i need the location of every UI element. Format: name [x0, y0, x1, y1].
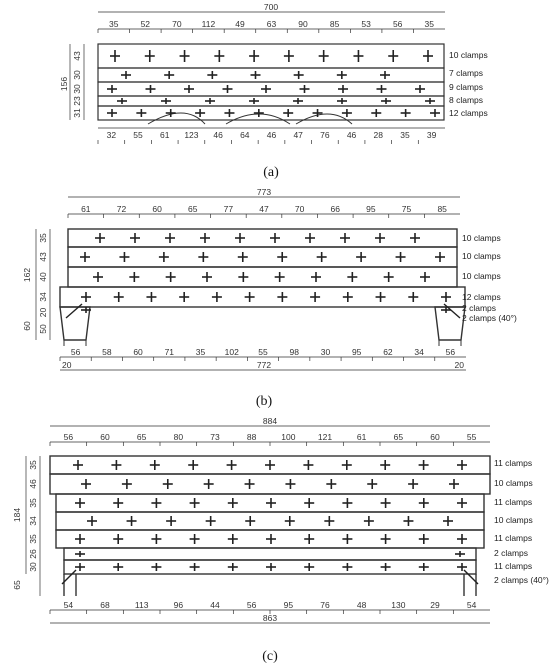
- dim-value: 34: [28, 516, 38, 526]
- dim-value: 43: [72, 51, 82, 61]
- dim-value: 68: [100, 600, 110, 610]
- fig-b-bottom-dims: [60, 347, 455, 361]
- fig-a-row-labels: [449, 50, 488, 118]
- fig-a-top-dims: [98, 19, 434, 33]
- fig-c-total-top: 884: [262, 416, 278, 426]
- dim-value: 112: [201, 19, 216, 29]
- dim-value: 61: [81, 204, 91, 214]
- dim-value: 100: [281, 432, 296, 442]
- fig-c-left-outer: 65: [12, 580, 22, 590]
- clamps-a: [107, 50, 440, 117]
- dim-value: 30: [72, 70, 82, 80]
- dim-value: 130: [391, 600, 406, 610]
- dim-value: 65: [393, 432, 404, 442]
- dim-value: 35: [28, 460, 38, 470]
- dim-value: 30: [28, 562, 38, 572]
- dim-value: 88: [246, 432, 257, 442]
- clamps-c: [62, 460, 478, 584]
- row-label: 12 clamps: [449, 108, 488, 118]
- dim-value: 54: [63, 600, 74, 610]
- dim-value: 72: [116, 204, 127, 214]
- row-label: 9 clamps: [449, 82, 484, 92]
- dim-value: 53: [361, 19, 371, 29]
- dim-value: 35: [400, 130, 410, 140]
- dim-value: 80: [173, 432, 184, 442]
- dim-value: 49: [235, 19, 245, 29]
- clamps-b: [66, 233, 460, 318]
- dim-value: 52: [140, 19, 151, 29]
- dim-value: 70: [294, 204, 305, 214]
- dim-value: 113: [134, 600, 149, 610]
- dim-value: 35: [28, 498, 38, 508]
- dim-value: 34: [38, 292, 48, 302]
- wall-row: [64, 548, 476, 560]
- row-label: 11 clamps: [494, 561, 533, 571]
- dim-value: 71: [164, 347, 175, 357]
- dim-value: 121: [317, 432, 333, 442]
- arch: [148, 113, 205, 124]
- dim-value: 55: [133, 130, 143, 140]
- dim-value: 35: [195, 347, 206, 357]
- row-label: 2 clamps: [494, 548, 529, 558]
- fig-a-left-dims: [72, 51, 82, 118]
- row-label: 10 clamps: [462, 251, 501, 261]
- dim-value: 76: [320, 130, 330, 140]
- row-label: 2 clamps (40°): [462, 313, 517, 323]
- fig-b-bottom-total: 772: [256, 360, 272, 370]
- fig-b-caption: (b): [255, 394, 273, 409]
- dim-value: 95: [283, 600, 294, 610]
- row-label: 10 clamps: [462, 271, 501, 281]
- figure-b: [36, 197, 466, 370]
- dim-value: 35: [28, 534, 38, 544]
- dim-value: 32: [106, 130, 117, 140]
- dim-value: 95: [351, 347, 362, 357]
- figure-a: [70, 12, 445, 128]
- dim-value: 62: [383, 347, 393, 357]
- dim-value: 61: [159, 130, 170, 140]
- dim-value: 44: [210, 600, 220, 610]
- fig-c-top-dims: [50, 432, 477, 446]
- row-label: 11 clamps: [494, 497, 533, 507]
- fig-b-bottom-end-left: 20: [62, 360, 72, 370]
- dim-value: 35: [38, 233, 48, 243]
- dim-value: 95: [366, 204, 376, 214]
- row-label: 11 clamps: [494, 533, 533, 543]
- dim-value: 73: [210, 432, 220, 442]
- fig-c-bottom-total: 863: [262, 613, 278, 623]
- dim-value: 56: [392, 19, 403, 29]
- dim-value: 75: [401, 204, 412, 214]
- row-label: 10 clamps: [494, 478, 533, 488]
- dim-value: 46: [213, 130, 223, 140]
- fig-b-left-total: 162: [22, 267, 32, 283]
- dim-value: 98: [289, 347, 299, 357]
- wall-row: [68, 229, 457, 247]
- fig-b-bottom-end-right: 20: [454, 360, 464, 370]
- row-label: 2 clamps (40°): [494, 575, 549, 585]
- dim-value: 60: [152, 204, 162, 214]
- dim-value: 56: [63, 432, 74, 442]
- wall-row: [98, 106, 444, 120]
- dim-value: 55: [466, 432, 477, 442]
- dim-value: 70: [172, 19, 182, 29]
- dim-value: 90: [298, 19, 308, 29]
- fig-a-total-top: 700: [263, 2, 279, 12]
- dim-value: 47: [259, 204, 269, 214]
- dim-value: 29: [430, 600, 440, 610]
- dim-value: 46: [28, 479, 38, 489]
- row-label: 10 clamps: [449, 50, 488, 60]
- arch: [296, 114, 352, 124]
- row-label: 10 clamps: [462, 233, 501, 243]
- dim-value: 96: [173, 600, 184, 610]
- dim-value: 85: [329, 19, 340, 29]
- dim-value: 20: [38, 307, 48, 318]
- dim-value: 40: [38, 272, 48, 282]
- fig-b-left-outer: 60: [22, 321, 32, 331]
- dim-value: 47: [293, 130, 303, 140]
- wall-row: [56, 512, 484, 530]
- dim-value: 56: [70, 347, 81, 357]
- fig-b-total-top: 773: [256, 187, 272, 197]
- dim-value: 61: [356, 432, 367, 442]
- dim-value: 56: [445, 347, 456, 357]
- fig-c-row-labels: [494, 458, 549, 585]
- fig-a-caption: (a): [263, 165, 279, 180]
- dim-value: 55: [258, 347, 268, 357]
- wall-row: [98, 68, 444, 82]
- row-label: 8 clamps: [449, 95, 484, 105]
- dim-value: 43: [38, 252, 48, 262]
- dim-value: 30: [72, 84, 82, 94]
- dim-value: 102: [224, 347, 239, 357]
- arch: [226, 114, 290, 124]
- dim-value: 56: [246, 600, 257, 610]
- dim-value: 31: [72, 108, 82, 118]
- right-pillar: [435, 307, 465, 340]
- row-label: 7 clamps: [449, 68, 484, 78]
- fig-c-caption: (c): [262, 649, 278, 664]
- dim-value: 30: [320, 347, 331, 357]
- fig-b-left-dims: [38, 233, 48, 334]
- dim-value: 65: [187, 204, 198, 214]
- dim-value: 85: [437, 204, 447, 214]
- fig-c-left-dims: [28, 460, 38, 572]
- fig-b-top-dims: [68, 204, 447, 218]
- fig-c-bottom-dims: [50, 600, 477, 614]
- dim-value: 60: [100, 432, 110, 442]
- dim-value: 60: [133, 347, 143, 357]
- dim-value: 58: [102, 347, 112, 357]
- wall-row: [98, 96, 444, 106]
- dim-value: 28: [373, 130, 384, 140]
- dim-value: 35: [424, 19, 434, 29]
- dim-value: 26: [28, 549, 38, 559]
- dim-value: 66: [330, 204, 341, 214]
- fig-a-bottom-dims: [98, 130, 437, 144]
- fig-b-row-labels: [462, 233, 517, 323]
- dim-value: 64: [240, 130, 250, 140]
- wall-row: [68, 267, 457, 287]
- dim-value: 39: [426, 130, 437, 140]
- dim-value: 23: [72, 96, 82, 106]
- clamp: [66, 304, 82, 318]
- dim-value: 65: [136, 432, 147, 442]
- row-label: 2 clamps: [462, 303, 497, 313]
- figure-c: [26, 426, 490, 623]
- fig-c-left-total: 184: [12, 507, 22, 523]
- dim-value: 63: [266, 19, 277, 29]
- dim-value: 60: [430, 432, 440, 442]
- dim-value: 46: [266, 130, 277, 140]
- dim-value: 123: [184, 130, 199, 140]
- dim-value: 35: [109, 19, 119, 29]
- wall-row: [50, 474, 490, 494]
- row-label: 11 clamps: [494, 458, 533, 468]
- dim-value: 77: [223, 204, 234, 214]
- dim-value: 50: [38, 324, 48, 334]
- row-label: 12 clamps: [462, 292, 501, 302]
- row-label: 10 clamps: [494, 515, 533, 525]
- dim-value: 34: [414, 347, 424, 357]
- dim-value: 46: [346, 130, 357, 140]
- fig-a-left-total: 156: [59, 76, 69, 92]
- dim-value: 54: [466, 600, 477, 610]
- dim-value: 76: [320, 600, 330, 610]
- dim-value: 48: [356, 600, 367, 610]
